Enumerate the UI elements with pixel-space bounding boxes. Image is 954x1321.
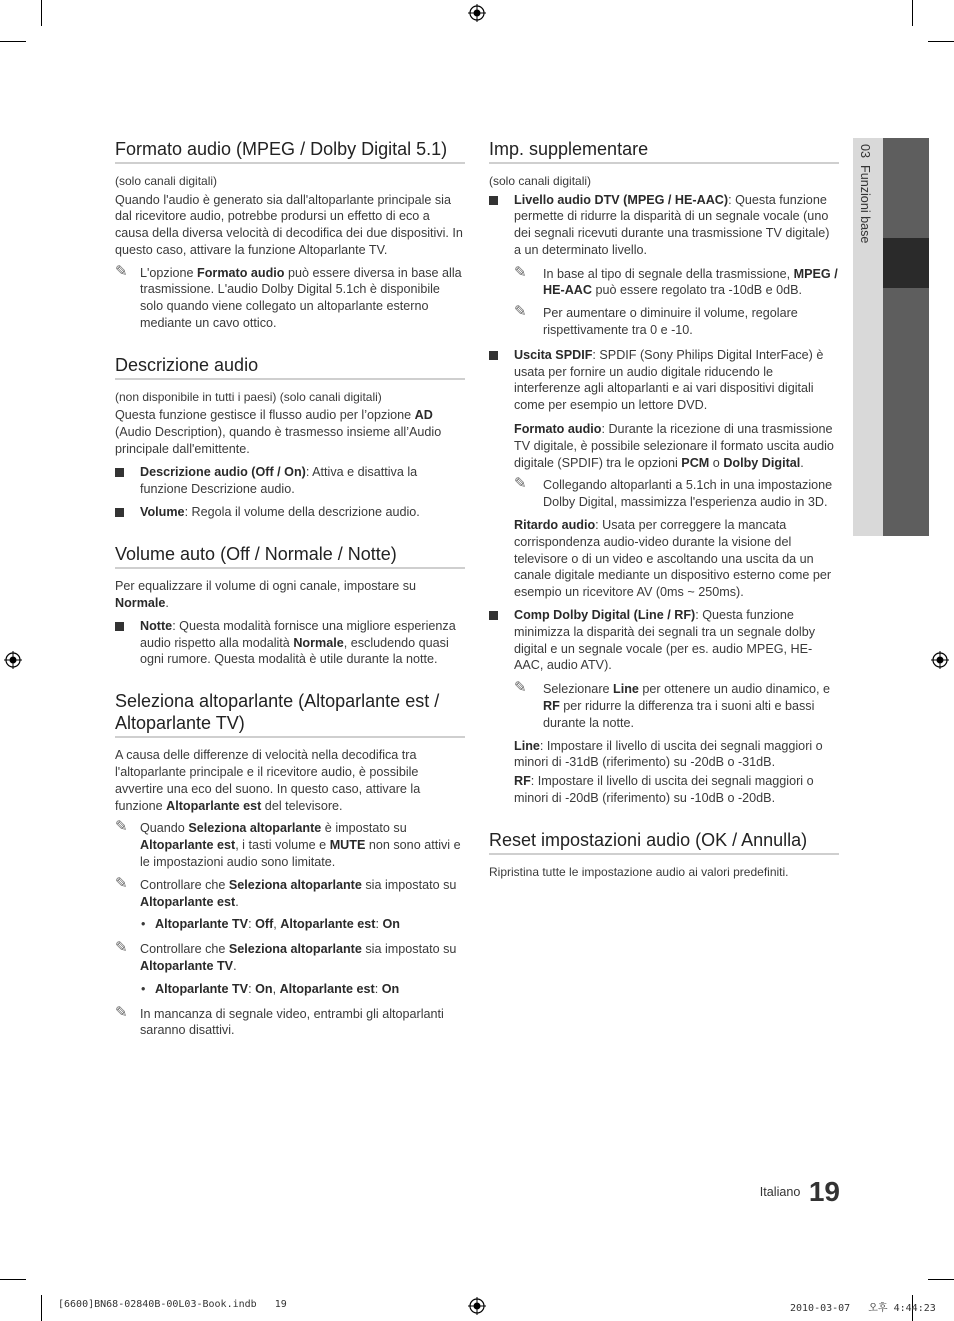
right-column <box>489 138 839 903</box>
section-note: (solo canali digitali) <box>489 174 592 188</box>
paragraph: Ritardo audio: Usata per correggere la mancata corrispondenza audio-video durante la visione del televisore o di un video e ascoltando una uscita da un canale digitale mediante un dispositivo esterno come per esempio un ricevitore AV (0ms ~ 250ms). <box>514 518 832 600</box>
note: ✎ L'opzione Formato audio può essere diversa in base alla trasmissione. L'audio Dolby Digital 5.1ch è disponibile solo quando viene collegato un altoparlante esterno mediante un cavo ottico. <box>115 262 462 331</box>
section-formato-audio <box>115 138 465 332</box>
note: ✎ In base al tipo di segnale della trasmissione, MPEG / HE-AAC può essere regolato tra -10dB e 0dB. <box>514 263 838 298</box>
crop-mark <box>0 1279 26 1280</box>
pencil-note-icon: ✎ <box>514 303 527 321</box>
registration-mark-icon <box>931 651 949 669</box>
section-note: (solo canali digitali) <box>115 174 218 188</box>
paragraph: Ripristina tutte le impostazione audio ai valori predefiniti. <box>489 864 789 879</box>
section-title: Descrizione audio <box>115 354 465 380</box>
file-info: [6600]BN68-02840B-00L03-Book.indb 19 <box>58 1299 287 1310</box>
bullet-item: Uscita SPDIF: SPDIF (Sony Philips Digital InterFace) è usata per fornire un audio digitale riducendo le interferenze agli altoparlanti e ai vari dispositivi digitali come per esempio un lettore DVD. <box>489 347 839 414</box>
print-timestamp: 2010-03-07 오후 4:44:23 <box>790 1303 936 1314</box>
section-title: Imp. supplementare <box>489 138 839 164</box>
crop-mark <box>41 0 42 26</box>
crop-mark <box>928 41 954 42</box>
dot-bullet-icon: • <box>141 917 146 932</box>
bullet-item: Comp Dolby Digital (Line / RF): Questa funzione minimizza la disparità dei segnali tra un segnale dolby digital e un segnale vocale (per es. audio MPEG, HE-AAC, audio ATV). <box>489 607 839 674</box>
dot-bullet-icon: • <box>141 981 146 996</box>
square-bullet-icon <box>115 622 124 631</box>
chapter-tab <box>853 138 929 536</box>
bullet-item: Volume: Regola il volume della descrizione audio. <box>115 504 465 521</box>
registration-mark-icon <box>468 1297 486 1315</box>
pencil-note-icon: ✎ <box>514 263 527 281</box>
chapter-title: Funzioni base <box>858 165 872 244</box>
square-bullet-icon <box>115 468 124 477</box>
section-title: Seleziona altoparlante (Altoparlante est / Altoparlante TV) <box>115 690 465 738</box>
section-note: (non disponibile in tutti i paesi) (solo canali digitali) <box>115 389 382 404</box>
pencil-note-icon: ✎ <box>514 679 527 697</box>
note: ✎ Selezionare Line per ottenere un audio dinamico, e RF per ridurre la differenza tra i suoni alti e bassi durante la notte. <box>514 679 831 730</box>
square-bullet-icon <box>489 351 498 360</box>
note: ✎ Controllare che Seleziona altoparlante sia impostato su Altoparlante TV. <box>115 939 457 973</box>
bullet-item: Descrizione audio (Off / On): Attiva e disattiva la funzione Descrizione audio. <box>115 464 465 498</box>
section-seleziona-altoparlante <box>115 690 465 1039</box>
pencil-note-icon: ✎ <box>115 818 128 836</box>
registration-mark-icon <box>4 651 22 669</box>
paragraph: A causa delle differenze di velocità nella decodifica tra l'altoparlante principale e il ricevitore audio, è possibile avvertire una eco del suono. In questo caso, attivare la funzione Altoparlante est del televisore. <box>115 748 421 813</box>
chapter-number: 03 <box>858 144 872 159</box>
paragraph: Per equalizzare il volume di ogni canale, impostare su Normale. <box>115 579 417 610</box>
square-bullet-icon <box>489 611 498 620</box>
section-title: Formato audio (MPEG / Dolby Digital 5.1) <box>115 138 465 164</box>
note: ✎ Per aumentare o diminuire il volume, regolare rispettivamente tra 0 e -10. <box>514 303 798 338</box>
square-bullet-icon <box>115 508 124 517</box>
note: ✎ Collegando altoparlanti a 5.1ch in una impostazione Dolby Digital, massimizza l'esperienza audio in 3D. <box>514 475 833 510</box>
bullet-item: Livello audio DTV (MPEG / HE-AAC): Questa funzione permette di ridurre la disparità di un segnale vocale (uno dei segnali ricevuti durante una trasmissione TV digitale) a un determinato livello. <box>489 192 839 259</box>
section-title: Volume auto (Off / Normale / Notte) <box>115 543 465 569</box>
note: ✎ In mancanza di segnale video, entrambi gli altoparlanti saranno disattivi. <box>115 1003 444 1038</box>
dot-item: • Altoparlante TV: On, Altoparlante est: On <box>141 981 400 996</box>
dot-item: • Altoparlante TV: Off, Altoparlante est: On <box>141 917 400 932</box>
pencil-note-icon: ✎ <box>514 475 527 493</box>
paragraph: Formato audio: Durante la ricezione di una trasmissione TV digitale, è possibile selezionare il formato uscita audio digitale (SPDIF) tra le opzioni PCM o Dolby Digital. <box>514 422 834 470</box>
pencil-note-icon: ✎ <box>115 939 128 957</box>
paragraph: Quando l'audio è generato sia dall'altoparlante principale sia dal ricevitore audio, potrebbe prodursi un effetto di eco a causa della diversa velocità di decodifica dei due dispositivi. In questo caso, attivare la funzione Altoparlante TV. <box>115 192 463 257</box>
crop-mark <box>912 0 913 26</box>
paragraph: Questa funzione gestisce il flusso audio per l’opzione AD (Audio Description), quando è trasmesso insieme all’Audio principale dall'emittente. <box>115 408 442 456</box>
crop-mark <box>0 41 26 42</box>
paragraph: RF: Impostare il livello di uscita dei segnali maggiori o minori di -20dB (riferimento) su -10dB o -20dB. <box>514 774 814 805</box>
pencil-note-icon: ✎ <box>115 874 128 892</box>
section-volume-auto <box>115 543 465 668</box>
crop-mark <box>41 1295 42 1321</box>
section-reset-audio <box>489 829 839 881</box>
paragraph: Line: Impostare il livello di uscita dei segnali maggiori o minori di -31dB (riferimento) su -20dB o -31dB. <box>514 738 823 770</box>
language-label: Italiano <box>759 1185 801 1199</box>
section-imp-supplementare <box>489 138 839 807</box>
section-descrizione-audio <box>115 354 465 521</box>
pencil-note-icon: ✎ <box>115 262 128 280</box>
page-footer <box>700 1176 840 1216</box>
left-column <box>115 138 465 1061</box>
section-title: Reset impostazioni audio (OK / Annulla) <box>489 829 839 855</box>
page-number: 19 <box>808 1176 840 1207</box>
note: ✎ Controllare che Seleziona altoparlante sia impostato su Altoparlante est. <box>115 874 457 909</box>
square-bullet-icon <box>489 196 498 205</box>
crop-mark <box>928 1279 954 1280</box>
pencil-note-icon: ✎ <box>115 1003 128 1021</box>
note: ✎ Quando Seleziona altoparlante è impostato su Altoparlante est, i tasti volume e MUTE non sono attivi e le impostazioni audio sono limitate. <box>115 818 461 869</box>
bullet-item: Notte: Questa modalità fornisce una migliore esperienza audio rispetto alla modalità Normale, escludendo quasi ogni rumore. Questa modalità è utile durante la notte. <box>115 618 465 668</box>
registration-mark-icon <box>468 4 486 22</box>
